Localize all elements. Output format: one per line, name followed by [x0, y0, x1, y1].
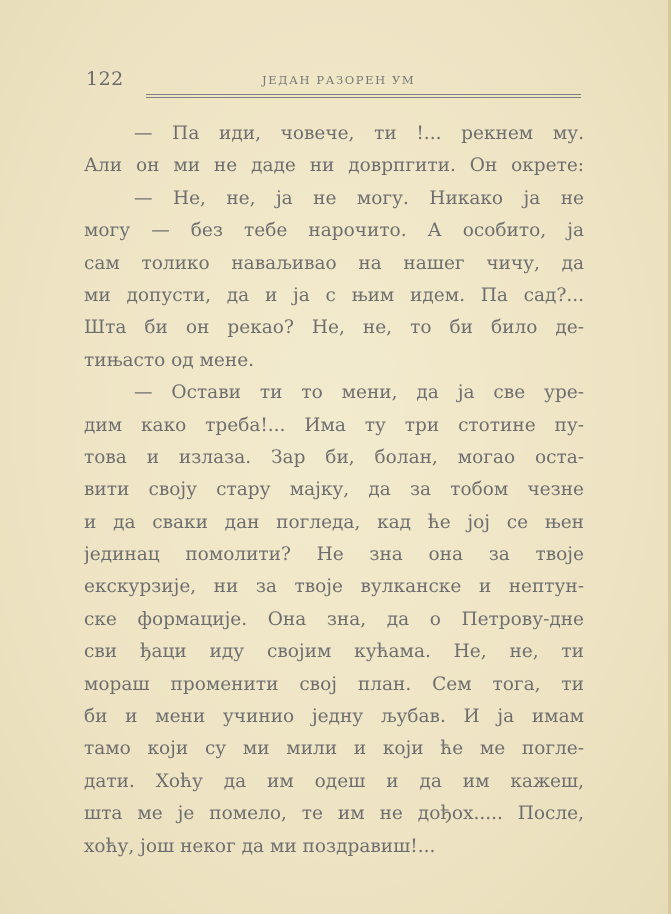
text-line: тињасто од мене.	[84, 349, 255, 371]
page-number: 122	[86, 68, 124, 90]
text-line: тамо који су ми мили и који ће ме погле-	[84, 738, 584, 760]
text-line: мораш променити свој план. Сем тога, ти	[84, 673, 584, 695]
text-line: хоћу, још неког да ми поздравиш!...	[84, 835, 436, 857]
text-line: сви ђаци иду својим кућама. Не, не, ти	[84, 641, 584, 663]
text-line: шта ме је помело, те им не дођох..... После,	[84, 803, 584, 825]
body-text	[84, 118, 584, 863]
text-line: ми допусти, да и ја с њим идем. Па сад?...	[84, 284, 584, 306]
text-line: — Не, не, ја не могу. Никако ја не	[134, 187, 584, 209]
text-line: — Па иди, човече, ти !... рекнем му.	[134, 123, 584, 144]
header-rule-bottom	[146, 97, 581, 98]
text-line: дати. Хоћу да им одеш и да им кажеш,	[84, 770, 584, 792]
text-line: екскурзије, ни за твоје вулканске и нептун-	[84, 576, 584, 598]
page-header	[86, 68, 582, 94]
text-line: јединац помолити? Не зна она за твоје	[84, 544, 584, 566]
text-line: и да сваки дан погледа, кад ће јој се њен	[84, 511, 584, 533]
text-line: би и мени учинио једну љубав. И ја имам	[84, 706, 584, 728]
running-title: ЈЕДАН РАЗОРЕН УМ	[262, 73, 416, 87]
text-line: Шта би он рекао? Не, не, то би било де-	[84, 317, 584, 339]
text-line: дим како треба!... Има ту три стотине пу-	[84, 414, 584, 436]
text-line: вити своју стару мајку, да за тобом чезне	[84, 479, 584, 501]
text-line: ске формације. Она зна, да о Петрову-дне	[84, 608, 584, 630]
header-rule-top	[146, 94, 581, 95]
text-line: Али он ми не даде ни доврпгити. Он окрете:	[84, 155, 584, 177]
text-line: това и излаза. Зар би, болан, могао оста-	[84, 446, 584, 468]
text-line: сам толико наваљивао на нашег чичу, да	[84, 252, 584, 274]
text-line: могу — без тебе нарочито. А особито, ја	[84, 220, 584, 242]
text-line: — Остави ти то мени, да ја све уре-	[134, 382, 584, 404]
